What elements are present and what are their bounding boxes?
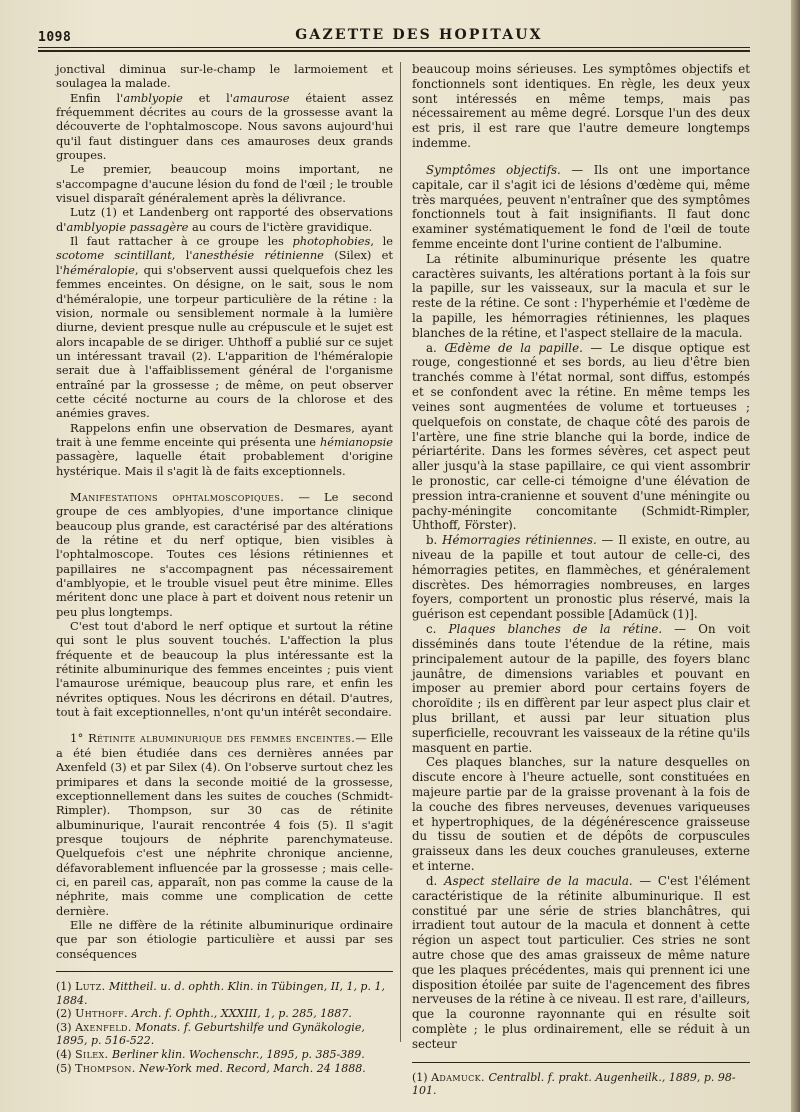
paragraph: La rétinite albuminurique présente les quatre caractères suivants, les altérations portant à la fois sur la papille, sur les vaisseaux, sur la macula et sur le reste de la rétine. Ce sont : l'hyperhémie et l'œdème de la papille, les hémorragies rétiniennes, les plaques blanches de la rétine, et l'aspect stellaire de la macula. xyxy=(412,251,750,340)
italic-term: amaurose xyxy=(232,90,290,105)
section-paragraph: Symptômes objectifs. — Ils ont une importance capitale, car il s'agit ici de lésions d'œdème qui, même très marquées, peuvent n'entraîner que des symptômes fonctionnels tout à fait insignifiants. Il faut donc examiner systématiquement le fond de l'œil de toute femme enceinte dont l'urine contient de l'albumine. xyxy=(412,162,750,251)
page-header xyxy=(38,24,758,48)
paragraph: Lutz (1) et Landenberg ont rapporté des observations d'amblyopie passagère au cours de l'ictère gravidique. xyxy=(56,205,393,234)
page-number: 1098 xyxy=(38,30,72,45)
header-rule-thick xyxy=(38,50,750,52)
footnote: (3) Axenfeld. Monats. f. Geburtshilfe und Gynäkologie, 1895, p. 516-522. xyxy=(56,1020,365,1048)
section-heading: Symptômes objectifs. xyxy=(426,162,561,177)
footnote-rule xyxy=(56,971,393,972)
footnote: (5) Thompson. New-York med. Record, March. 24 1888. xyxy=(56,1061,366,1075)
item-heading: Œdème de la papille. xyxy=(444,340,583,355)
paragraph: Il faut rattacher à ce groupe les photophobies, le scotome scintillant, l'anesthésie rétinienne (Silex) et l'héméralopie, qui s'observent aussi quelquefois chez les femmes enceintes. On désigne, on le sait, sous le nom d'héméralopie, une torpeur particulière de la rétine : la vision, normale ou sensiblement normale à la lumière diurne, devient presque nulle au crépuscule et le sujet est alors incapable de se diriger. Uhthoff a publié sur ce sujet un intéressant travail (2). L'apparition de l'héméralopie serait due à l'affaiblissement général de l'organisme entraîné par la grossesse ; de même, on peut observer cette cécité nocturne au cours de la chlorose et des anémies graves. xyxy=(56,234,393,421)
paragraph: Elle ne diffère de la rétinite albuminurique ordinaire que par son étiologie particulière et aussi par ses conséquences xyxy=(56,917,393,961)
italic-term: amblyopie passagère xyxy=(66,219,189,234)
list-item: a. Œdème de la papille. — Le disque optique est rouge, congestionné et ses bords, au lieu d'être bien tranchés comme à l'état normal, sont diffus, estompés et se confondent avec la rétine. En même temps les veines sont augmentées de volume et tortueuses ; quelquefois on constate, de chaque côté des parois de l'artère, une fine strie blanche qui la borde, indice de périartérite. Dans les formes sévères, cet aspect peut aller jusqu'à la stase papillaire, ce qui vient assombrir le pronostic, car celle-ci témoigne d'une élévation de pression intra-cranienne et souvent d'une méningite ou pachy-méningite concomitante (Schmidt-Rimpler, Uhthoff, Förster). xyxy=(412,340,750,533)
footnotes xyxy=(56,980,393,1075)
item-heading: Aspect stellaire de la macula. xyxy=(444,873,633,888)
footnote: (1) Adamuck. Centralbl. f. prakt. Augenheilk., 1889, p. 98-101. xyxy=(412,1070,736,1098)
item-heading: Hémorragies rétiniennes. xyxy=(442,533,597,548)
paragraph: Rappelons enfin une observation de Desmares, ayant trait à une femme enceinte qui présenta une hémianopsie passagère, laquelle était probablement d'origine hystérique. Mais il s'agit là de faits exceptionnels. xyxy=(56,420,393,478)
paragraph: beaucoup moins sérieuses. Les symptômes objectifs et fonctionnels sont identiques. En règle, les deux yeux sont intéressés en même temps, mais pas nécessairement au même degré. Lorsque l'un des deux est pris, il est rare que l'autre demeure longtemps indemme. xyxy=(412,62,750,151)
italic-term: scotome scintillant xyxy=(56,248,172,263)
footnote: (1) Lutz. Mittheil. u. d. ophth. Klin. in Tübingen, II, 1, p. 1, 1884. xyxy=(56,979,385,1007)
paragraph: Le premier, beaucoup moins important, ne s'accompagne d'aucune lésion du fond de l'œil ; le trouble visuel disparaît généralement après la délivrance. xyxy=(56,162,393,206)
paragraph: Enfin l'amblyopie et l'amaurose étaient assez fréquemment décrites au cours de la grossesse avant la découverte de l'ophtalmoscope. Nous savons aujourd'hui qu'il faut distinguer dans ces amauroses deux grands groupes. xyxy=(56,90,394,163)
italic-term: héméralopie xyxy=(62,262,135,277)
page-binding-edge xyxy=(791,0,800,1112)
italic-term: amblyopie xyxy=(123,90,183,105)
column-separator xyxy=(400,62,401,1042)
header-rule-thin xyxy=(38,47,750,48)
journal-title: GAZETTE DES HOPITAUX xyxy=(295,27,543,43)
section-heading: Manifestations ophtalmoscopiques. xyxy=(70,489,285,504)
italic-term: hémianopsie xyxy=(319,434,393,449)
left-column xyxy=(56,62,393,1075)
list-item: d. Aspect stellaire de la macula. — C'est l'élément caractéristique de la rétinite albuminurique. Il est constitué par une série de stries blanchâtres, qui irradient tout autour de la macula et donnent à cette région un aspect tout particulier. Ces stries ne sont autre chose que des amas graisseux de même nature que les plaques précédentes, mais qui prennent ici une disposition étoilée par suite de l'agencement des fibres nerveuses de la rétine à ce niveau. Il est rare, d'ailleurs, que la couronne rayonnante qui en résulte soit complète ; le plus ordinairement, elle se réduit à un secteur xyxy=(412,873,750,1051)
right-column xyxy=(412,62,750,1098)
item-heading: Plaques blanches de la rétine. xyxy=(448,622,663,637)
section-heading: 1° Rétinite albuminurique des femmes enceintes. xyxy=(70,731,356,746)
italic-term: anesthésie rétinienne xyxy=(192,248,324,263)
footnote: (4) Silex. Berliner klin. Wochenschr., 1895, p. 385-389. xyxy=(56,1047,365,1061)
section-paragraph: Manifestations ophtalmoscopiques. — Le second groupe de ces amblyopies, d'une importance clinique beaucoup plus grande, est caractérisé par des altérations de la rétine et du nerf optique, bien visibles à l'ophtalmoscope. Toutes ces lésions rétiniennes et papillaires ne s'accompagnent pas nécessairement d'amblyopie, et le trouble visuel peut être minime. Elles méritent donc une place à part et doivent nous retenir un peu plus longtemps. xyxy=(56,489,393,619)
footnotes xyxy=(412,1071,750,1098)
italic-term: photophobies xyxy=(292,234,371,249)
list-item: c. Plaques blanches de la rétine. — On voit disséminés dans toute l'étendue de la rétine, mais principalement autour de la papille, des foyers blanc jaunâtre, de dimensions variables et pouvant en imposer au premier abord pour certains foyers de choroïdite ; ils en diffèrent par leur aspect plus clair et plus brillant, et aussi par leur situation plus superficielle, recouvrant les vaisseaux de la rétine qu'ils masquent en partie. xyxy=(412,622,750,755)
paragraph: jonctival diminua sur-le-champ le larmoiement et soulagea la malade. xyxy=(56,62,393,91)
footnote-rule xyxy=(412,1062,750,1063)
paragraph: C'est tout d'abord le nerf optique et surtout la rétine qui sont le plus souvent touchés. L'affection la plus fréquente et de beaucoup la plus intéressante est la rétinite albuminurique des femmes enceintes ; puis vient l'amaurose urémique, beaucoup plus rare, et enfin les névrites optiques. Nous les décrirons en détail. D'autres, tout à fait exceptionnelles, n'ont qu'un intérêt secondaire. xyxy=(56,619,393,720)
footnote: (2) Uhthoff. Arch. f. Ophth., XXXIII, 1, p. 285, 1887. xyxy=(56,1007,352,1021)
list-item: b. Hémorragies rétiniennes. — Il existe, en outre, au niveau de la papille et tout autour de celle-ci, des hémorragies petites, en flammèches, et généralement discrètes. Des hémorragies nombreuses, en larges foyers, comportent un pronostic plus réservé, mais la guérison est cependant possible [Adamück (1)]. xyxy=(412,533,750,622)
section-paragraph: 1° Rétinite albuminurique des femmes enceintes.— Elle a été bien étudiée dans ces dernières années par Axenfeld (3) et par Silex (4). On l'observe surtout chez les primipares et dans la seconde moitié de la grossesse, exceptionnellement dans les suites de couches (Schmidt-Rimpler). Thompson, sur 30 cas de rétinite albuminurique, l'aurait rencontrée 4 fois (5). Il s'agit presque toujours de néphrite parenchymateuse. Quelquefois c'est une néphrite chronique ancienne, défavorablement influencée par la grossesse ; mais celle-ci, en pareil cas, apparaît, non pas comme la cause de la néphrite, mais comme une complication de cette dernière. xyxy=(56,731,393,918)
paragraph: Ces plaques blanches, sur la nature desquelles on discute encore à l'heure actuelle, sont constituées en majeure partie par de la graisse provenant à la fois de la couche des fibres nerveuses, devenues variqueuses et hypertrophiques, de la dégénérescence graisseuse du tissu de soutien et de dépôts de corpuscules graisseux dans les deux couches granuleuses, externe et interne. xyxy=(412,755,750,874)
